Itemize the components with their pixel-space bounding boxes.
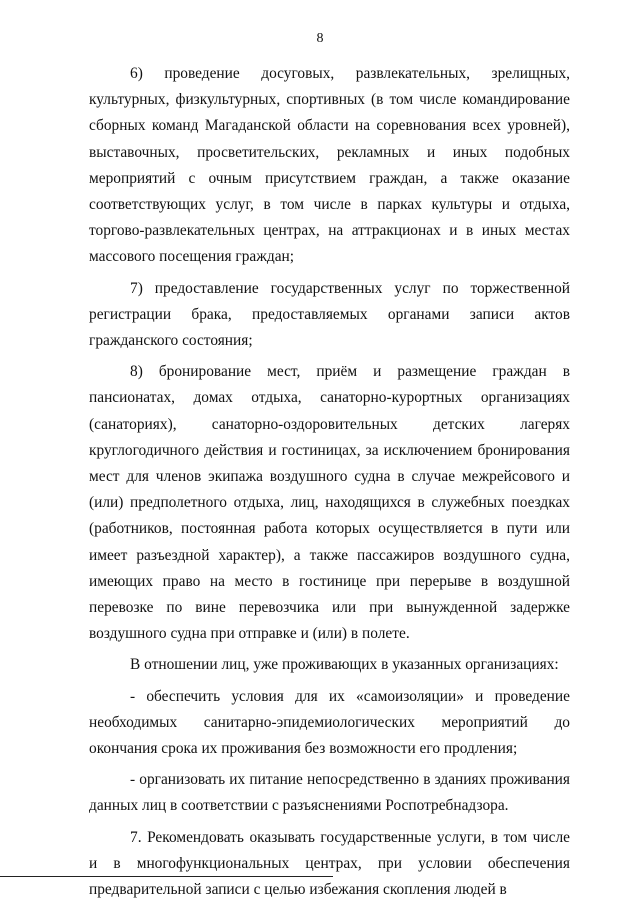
page-number: 8 (316, 31, 324, 46)
paragraph-item-7: 7) предоставление государственных услуг по торжественной регистрации брака, предоставляемых органами записи актов гражданского состояния; (89, 279, 570, 350)
paragraph-dash-meals: - организовать их питание непосредственно в зданиях проживания данных лиц в соответствии с разъяснениями Роспотребнадзора. (89, 771, 570, 815)
paragraph-section-7: 7. Рекомендовать оказывать государственные услуги, в том числе и в многофункциональных центрах, при условии обеспечения предварительной записи с целью избежания скопления людей в (89, 828, 570, 899)
paragraph-dash-self-isolation: - обеспечить условия для их «самоизоляции» и проведение необходимых санитарно-эпидемиологических мероприятий до окончания срока их проживания без возможности его продления; (89, 687, 570, 758)
paragraph-residents-intro: В отношении лиц, уже проживающих в указанных организациях: (130, 656, 559, 674)
paragraph-item-6: 6) проведение досуговых, развлекательных, зрелищных, культурных, физкультурных, спортивных (в том числе командирование сборных команд Магаданской области на соревнования всех уровней), выставочных, просветительских, рекламных и иных подобных мероприятий с очным присутствием граждан, а также оказание соответствующих услуг, в том числе в парках культуры и отдыха, торгово-развлекательных центрах, на аттракционах и в иных местах массового посещения граждан; (89, 65, 570, 266)
paragraph-item-8: 8) бронирование мест, приём и размещение граждан в пансионатах, домах отдыха, санаторно-курортных организациях (санаториях), санаторно-оздоровительных детских лагерях круглогодичного действия и гостиницах, за исключением бронирования мест для членов экипажа воздушного судна в случае межрейсового и (или) предполетного отдыха, лиц, находящихся в служебных поездках (работников, постоянная работа которых осуществляется в пути или имеет разъездной характер), а также пассажиров воздушного судна, имеющих право на место в гостинице при перерыве в воздушной перевозке по вине перевозчика или при вынужденной задержке воздушного судна при отправке и (или) в полете. (89, 363, 570, 643)
footer-divider (0, 876, 333, 877)
document-body (89, 61, 570, 903)
